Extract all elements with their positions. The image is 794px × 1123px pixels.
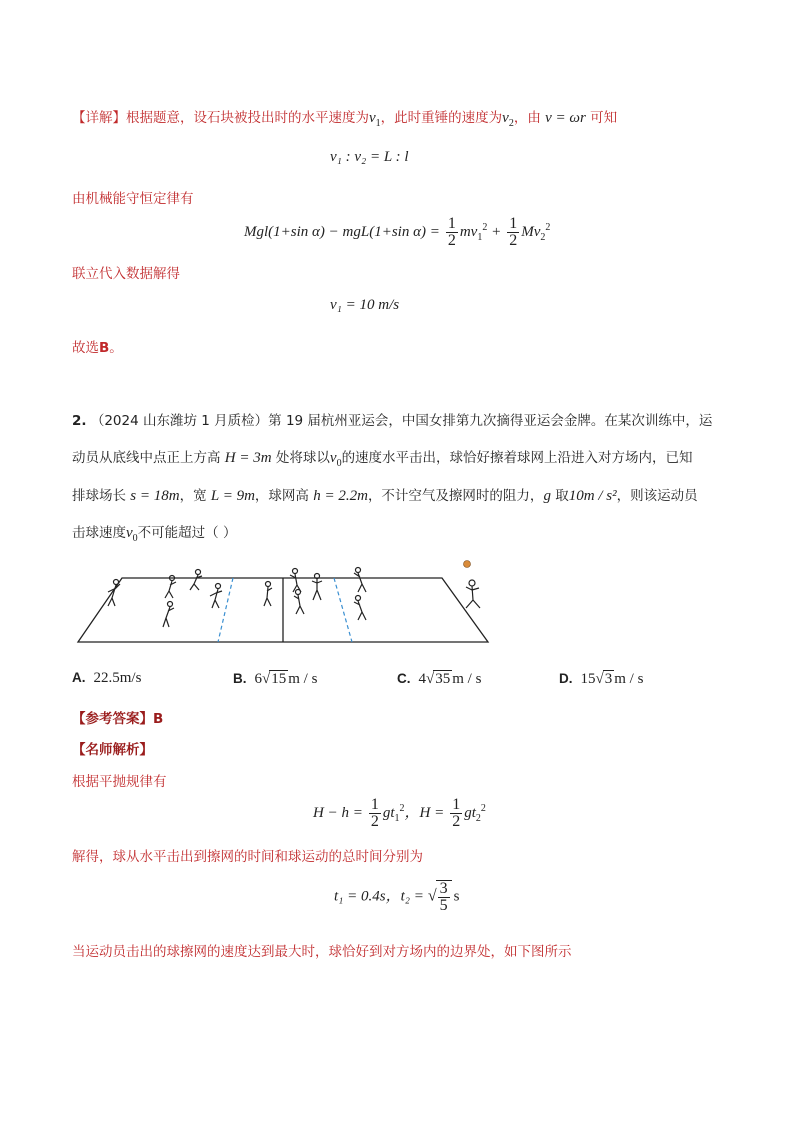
q2-net-height: h = 2.2m <box>313 488 368 504</box>
ratio-equation: v₁ : v₂ = L : l <box>330 149 409 165</box>
analysis-intro: 根据平抛规律有 <box>72 774 167 790</box>
answer-line <box>72 707 163 727</box>
option-d-key: D. <box>559 671 573 686</box>
option-b-coef: 6 <box>254 671 262 687</box>
q2-source: （2024 山东潍坊 1 月质检） <box>90 413 269 429</box>
choice-pre: 故选 <box>72 340 99 356</box>
option-d-unit: m / s <box>614 671 644 687</box>
q2-g: g <box>543 488 551 504</box>
attack-line-right <box>334 578 352 642</box>
option-c-radicand: 35 <box>435 671 451 687</box>
q2-number: 2. <box>72 413 87 429</box>
q2-g-value: 10m / s² <box>568 488 617 504</box>
answer-tag: 【参考答案】 <box>72 711 153 727</box>
detail-text-b: ，此时重锤的速度为 <box>380 110 503 126</box>
option-b-radicand: 15 <box>271 671 287 687</box>
q2-line2: 动员从底线中点正上方高 H = 3m 处将球以$v_0$的速度水平击出，球恰好擦着球网上沿进入对方场内，已知 <box>72 450 693 469</box>
q2-line1-text: 第 19 届杭州亚运会，中国女排第九次摘得亚运会金牌。在某次训练中，运 <box>268 413 713 429</box>
option-d-coef: 15 <box>580 671 596 687</box>
projectile-equations: H − h = $\frac{1}{2}$ $gt_1^2$，H = $\frac{1}{2}$ $gt_2^2$ <box>313 796 486 830</box>
analysis-tag: 【名师解析】 <box>72 742 153 758</box>
eq2-left: ，H = <box>404 805 445 822</box>
detail-text-a: 根据题意，设石块被投出时的水平速度为 <box>126 110 369 126</box>
option-b-unit: m / s <box>288 671 318 687</box>
choice-letter: B <box>99 340 110 356</box>
option-c-unit: m / s <box>452 671 482 687</box>
volleyball-court-figure <box>70 558 500 650</box>
q2-line3: 排球场长 s = 18m，宽 L = 9m，球网高 h = 2.2m，不计空气及擦网时的阻力，g 取10m / s²，则该运动员 <box>72 488 698 504</box>
detail-tag: 【详解】 <box>72 110 126 126</box>
energy-eq-left: Mgl(1+sin α) − mgL(1+sin α) = <box>244 224 440 241</box>
time-results: t₁ = 0.4s，t₂ = √ $\frac{3}{5}$ s <box>334 880 460 914</box>
v0-symbol: $v_0$ <box>329 450 342 469</box>
half-fraction: $\frac{1}{2}$ <box>509 215 518 249</box>
energy-equation: Mgl(1+sin α) − mgL(1+sin α) = $\frac{1}{2}$ $mv_1^2$ + $\frac{1}{2}$ $Mv_2^2$ <box>244 215 551 249</box>
q2-line1 <box>72 409 712 429</box>
detail-line <box>72 106 617 129</box>
answer-letter: B <box>153 711 164 727</box>
option-a-key: A. <box>72 670 86 685</box>
formula-v-wr: v = ωr <box>545 110 586 126</box>
q2-height: H = 3m <box>224 450 272 466</box>
v2-symbol: $v_2$ <box>502 110 514 129</box>
option-a-value: 22.5m/s <box>93 670 142 686</box>
option-c-coef: 4 <box>418 671 426 687</box>
detail-text-d: 可知 <box>590 110 618 126</box>
q2-length: s = 18m <box>130 488 180 504</box>
q2-width: L = 9m <box>210 488 255 504</box>
eq1-left: H − h = <box>313 805 363 822</box>
choice-post: 。 <box>109 340 123 356</box>
half-fraction: $\frac{1}{2}$ <box>370 796 379 830</box>
players <box>108 568 480 628</box>
solve-text: 解得，球从水平击出到擦网的时间和球运动的总时间分别为 <box>72 849 423 865</box>
result-equation: v₁ = 10 m/s <box>330 297 400 313</box>
q2-line4: 击球速度$v_0$不可能超过（ ） <box>72 525 237 544</box>
option-d-radicand: 3 <box>604 671 613 687</box>
half-fraction: $\frac{1}{2}$ <box>447 215 456 249</box>
choice-line <box>72 336 123 356</box>
option-d[interactable]: D. 15√3 m / s <box>559 671 644 687</box>
v1-symbol: $v_1$ <box>369 110 381 129</box>
option-b[interactable]: B. 6√15 m / s <box>233 671 318 687</box>
option-c[interactable]: C. 4√35 m / s <box>397 671 482 687</box>
option-c-key: C. <box>397 671 411 686</box>
option-a[interactable] <box>72 670 141 687</box>
t1-value: t₁ = 0.4s <box>334 888 386 905</box>
energy-intro: 由机械能守恒定律有 <box>72 191 194 207</box>
final-text: 当运动员击出的球擦网的速度达到最大时，球恰好到对方场内的边界处，如下图所示 <box>72 944 572 960</box>
combine-intro: 联立代入数据解得 <box>72 266 180 282</box>
sqrt-three-fifths: $\frac{3}{5}$ <box>436 880 452 914</box>
detail-text-c: ，由 <box>513 110 541 126</box>
volleyball-ball <box>464 561 471 568</box>
option-b-key: B. <box>233 671 247 686</box>
v0-symbol: $v_0$ <box>126 525 138 544</box>
half-fraction: $\frac{1}{2}$ <box>452 796 461 830</box>
t2-left: ，t₂ = <box>385 888 424 905</box>
